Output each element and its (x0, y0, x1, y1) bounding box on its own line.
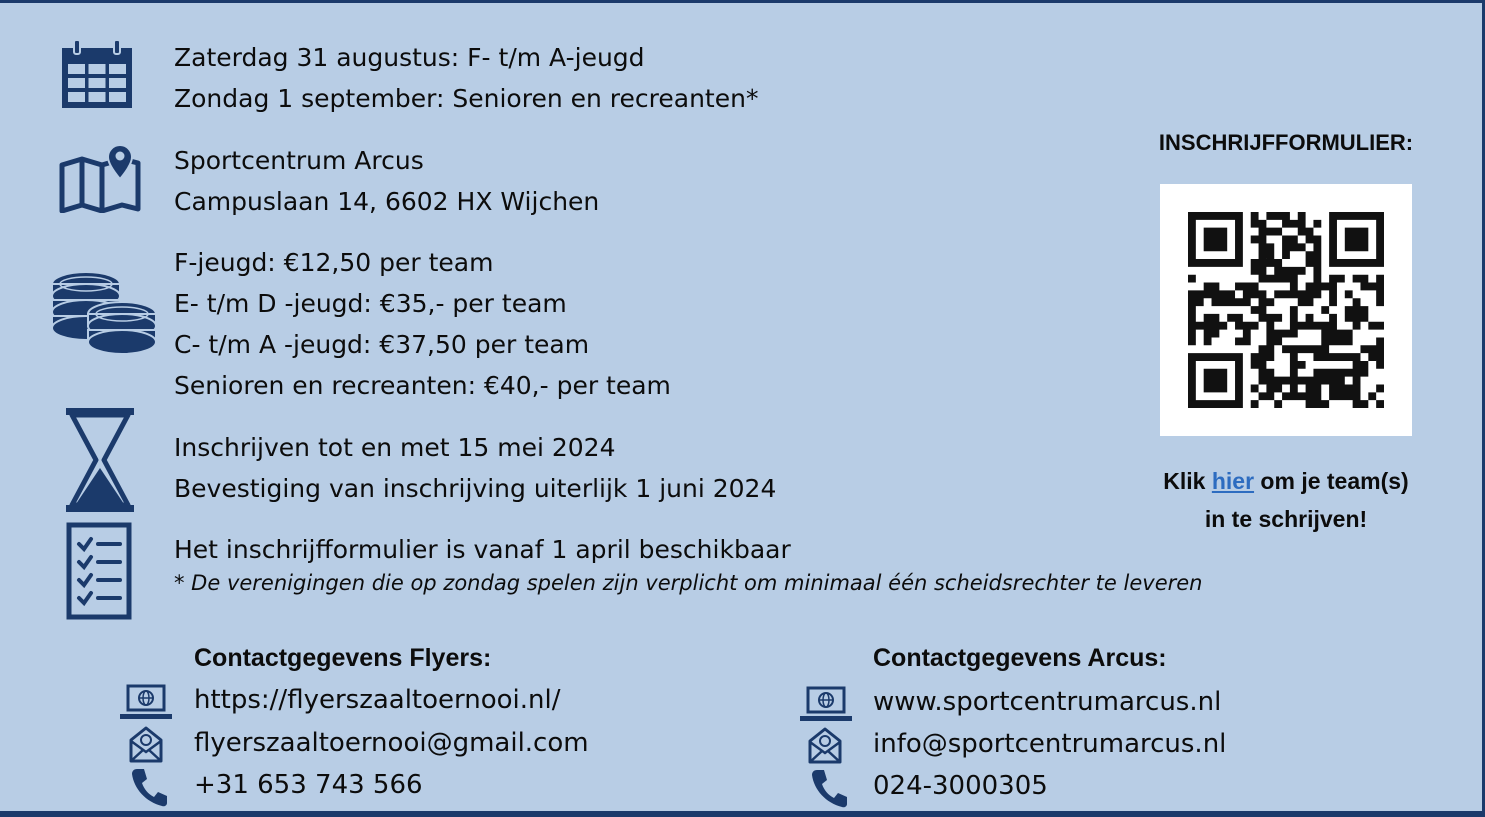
email-icon (807, 725, 843, 765)
qr-code-pattern (1188, 212, 1384, 408)
register-link[interactable]: hier (1211, 468, 1255, 494)
fee-c-a-jeugd: C- t/m A -jeugd: €37,50 per team (174, 330, 590, 359)
cta-prefix: Klik (1163, 468, 1212, 494)
bottom-border (0, 811, 1485, 817)
phone-icon (130, 767, 168, 807)
contact-flyers-heading: Contactgegevens Flyers: (194, 644, 492, 672)
qr-code[interactable] (1160, 184, 1412, 436)
flyers-phone[interactable]: +31 653 743 566 (194, 770, 423, 800)
calendar-icon (60, 40, 134, 110)
fee-f-jeugd: F-jeugd: €12,50 per team (174, 248, 494, 277)
contact-arcus-heading: Contactgegevens Arcus: (873, 644, 1167, 672)
fee-e-d-jeugd: E- t/m D -jeugd: €35,- per team (174, 289, 567, 318)
location-name: Sportcentrum Arcus (174, 146, 424, 175)
flyers-email[interactable]: flyerszaaltoernooi@gmail.com (194, 728, 589, 758)
cta-suffix: om je team(s) (1254, 468, 1409, 494)
laptop-globe-icon (120, 684, 172, 720)
schedule-sunday: Zondag 1 september: Senioren en recreanten* (174, 84, 759, 113)
laptop-globe-icon (800, 686, 852, 722)
flyers-website[interactable]: https://flyerszaaltoernooi.nl/ (194, 685, 561, 715)
footnote: * De verenigingen die op zondag spelen zijn verplicht om minimaal één scheidsrechter te leveren (174, 571, 1203, 595)
phone-icon (810, 768, 848, 808)
hourglass-icon (64, 408, 136, 512)
cta-line-2: in te schrijven! (1204, 506, 1368, 532)
arcus-email[interactable]: info@sportcentrumarcus.nl (873, 729, 1227, 759)
schedule-saturday: Zaterdag 31 augustus: F- t/m A-jeugd (174, 43, 645, 72)
coins-icon (48, 270, 160, 362)
email-icon (128, 724, 164, 764)
fee-senioren: Senioren en recreanten: €40,- per team (174, 371, 671, 400)
checklist-icon (66, 522, 132, 620)
arcus-website[interactable]: www.sportcentrumarcus.nl (873, 687, 1222, 717)
deadline-registration: Inschrijven tot en met 15 mei 2024 (174, 433, 616, 462)
registration-title: INSCHRIJFFORMULIER: (1158, 130, 1414, 155)
arcus-phone[interactable]: 024-3000305 (873, 771, 1048, 801)
top-border (0, 0, 1485, 3)
registration-cta (1130, 462, 1442, 538)
cta-line-1 (1130, 462, 1442, 500)
deadline-confirmation: Bevestiging van inschrijving uiterlijk 1 juni 2024 (174, 474, 777, 503)
location-address: Campuslaan 14, 6602 HX Wijchen (174, 187, 600, 216)
map-pin-icon (58, 143, 142, 213)
form-availability: Het inschrijfformulier is vanaf 1 april beschikbaar (174, 535, 791, 564)
